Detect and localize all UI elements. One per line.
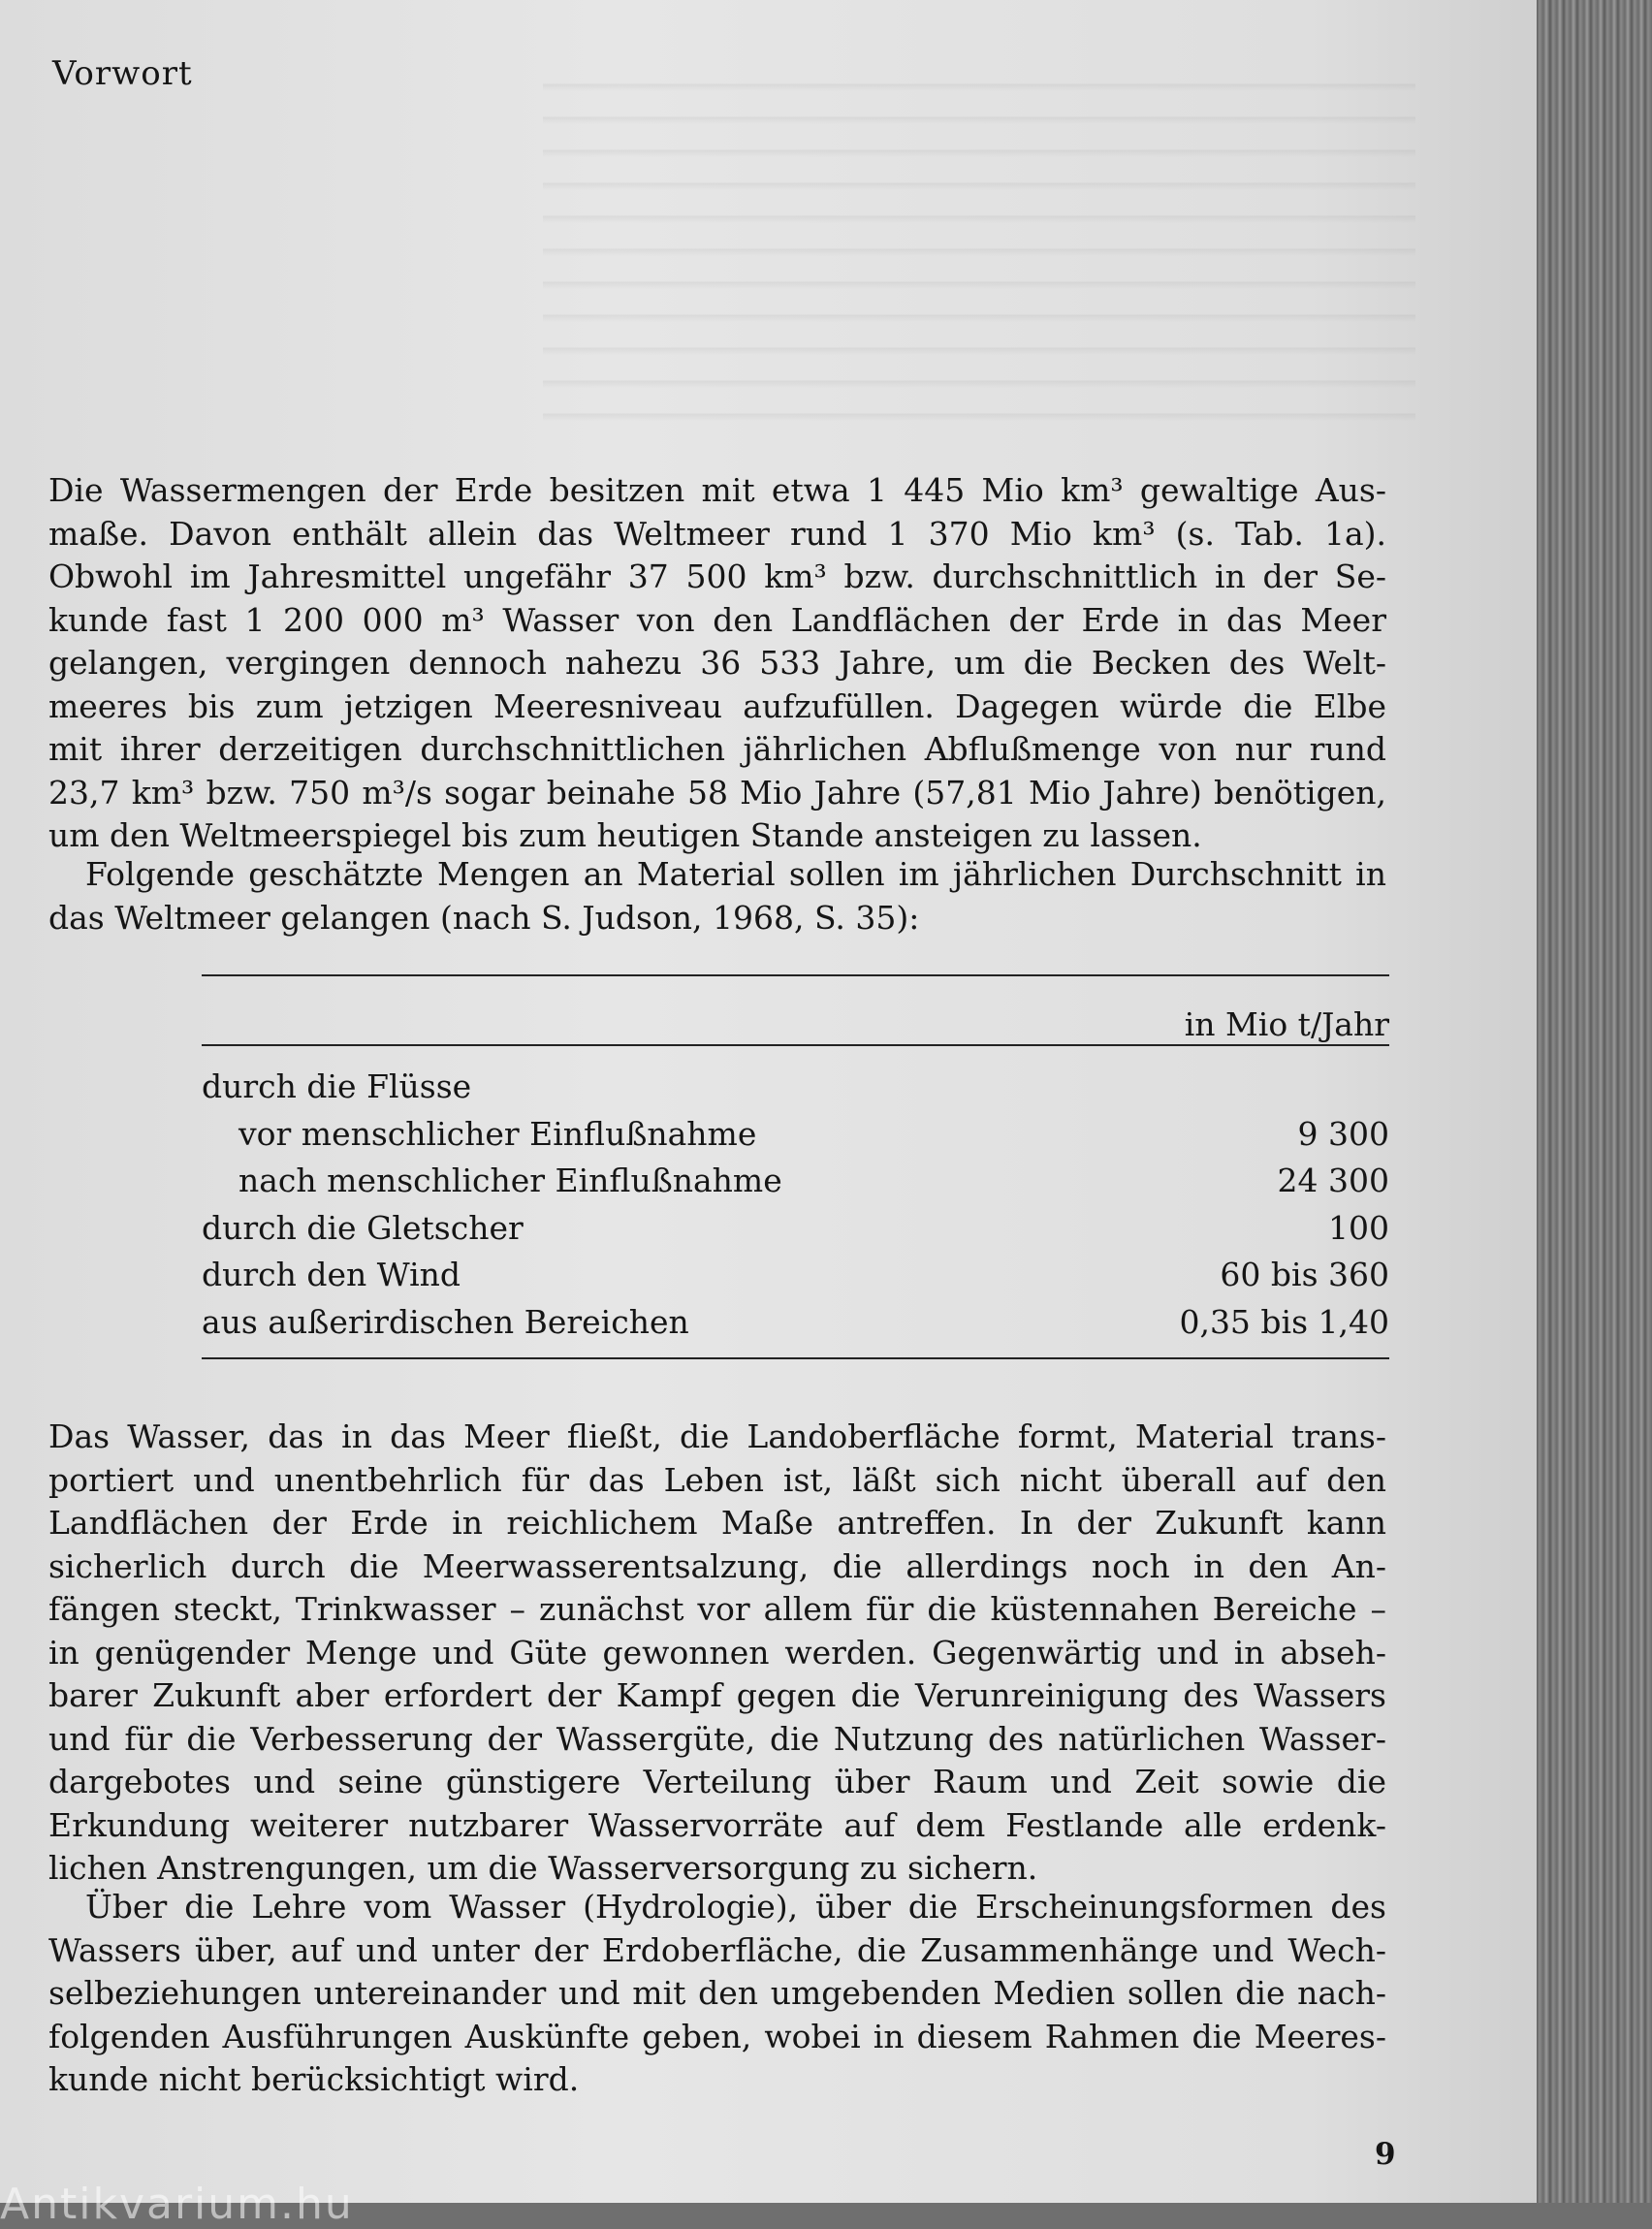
text-line: Obwohl im Jahresmittel ungefähr 37 500 km³ bzw. durchschnittlich in der Se- <box>48 557 1386 595</box>
text-line: Folgende geschätzte Mengen an Material sollen im jährlichen Durchschnitt in <box>85 855 1386 893</box>
text-line: Landflächen der Erde in reichlichem Maße antreffen. In der Zukunft kann <box>48 1504 1386 1542</box>
paragraph-2 <box>48 853 1386 939</box>
paragraph-4 <box>48 1886 1386 2102</box>
row-value: 0,35 bis 1,40 <box>1179 1302 1389 1341</box>
row-value: 60 bis 360 <box>1220 1256 1389 1293</box>
text-line: um den Weltmeerspiegel bis zum heutigen Stande ansteigen zu lassen. <box>48 816 1202 854</box>
page-heading: Vorwort <box>52 54 193 93</box>
table-row <box>202 1064 1389 1111</box>
text-line: gelangen, vergingen dennoch nahezu 36 533 Jahre, um die Becken des Welt- <box>48 644 1386 682</box>
text-line: lichen Anstrengungen, um die Wasserversorgung zu sichern. <box>48 1849 1038 1887</box>
text-line: und für die Verbesserung der Wassergüte, die Nutzung des natürlichen Wasser- <box>48 1719 1386 1758</box>
paragraph-3 <box>48 1416 1386 1891</box>
text-line: folgenden Ausführungen Auskünfte geben, wobei in diesem Rahmen die Meeres- <box>48 2017 1386 2055</box>
table-row <box>202 1158 1389 1205</box>
row-value: 9 300 <box>1297 1114 1389 1153</box>
table-row <box>202 1299 1389 1347</box>
text-line: das Weltmeer gelangen (nach S. Judson, 1968, S. 35): <box>48 898 920 937</box>
row-label: vor menschlicher Einflußnahme <box>238 1114 757 1153</box>
text-line: 23,7 km³ bzw. 750 m³/s sogar beinahe 58 Mio Jahre (57,81 Mio Jahre) benötigen, <box>48 773 1386 812</box>
table-bottom-rule <box>202 1357 1389 1359</box>
text-line: portiert und unentbehrlich für das Leben ist, läßt sich nicht überall auf den <box>48 1460 1386 1499</box>
table-body <box>202 1046 1389 1346</box>
text-line: kunde fast 1 200 000 m³ Wasser von den Landflächen der Erde in das Meer <box>48 600 1386 639</box>
text-line: meeres bis zum jetzigen Meeresniveau aufzufüllen. Dagegen würde die Elbe <box>48 686 1386 725</box>
text-line: maße. Davon enthält allein das Weltmeer rund 1 370 Mio km³ (s. Tab. 1a). <box>48 514 1386 553</box>
text-line: Über die Lehre vom Wasser (Hydrologie), über die Erscheinungsformen des <box>85 1888 1386 1926</box>
watermark: Antikvarium.hu <box>0 2180 354 2229</box>
row-label: aus außerirdischen Bereichen <box>202 1302 689 1341</box>
row-label: durch die Flüsse <box>202 1067 472 1105</box>
table-row <box>202 1111 1389 1159</box>
table-row <box>202 1252 1389 1299</box>
book-binding-edge <box>1537 0 1652 2203</box>
row-label: nach menschlicher Einflußnahme <box>238 1162 782 1199</box>
row-value: 24 300 <box>1277 1162 1389 1199</box>
text-line: selbeziehungen untereinander und mit den umgebenden Medien sollen die nach- <box>48 1974 1386 2012</box>
text-line: Das Wasser, das in das Meer fließt, die Landoberfläche formt, Material trans- <box>48 1417 1386 1455</box>
table-row <box>202 1205 1389 1253</box>
text-line: barer Zukunft aber erfordert der Kampf gegen die Verunreinigung des Wassers <box>48 1676 1386 1714</box>
text-line: Die Wassermengen der Erde besitzen mit etwa 1 445 Mio km³ gewaltige Aus- <box>48 471 1386 509</box>
row-label: durch die Gletscher <box>202 1208 524 1247</box>
text-line: kunde nicht berücksichtigt wird. <box>48 2060 580 2098</box>
table-header <box>202 976 1389 1044</box>
text-line: mit ihrer derzeitigen durchschnittlichen jährlichen Abflußmenge von nur rund <box>48 730 1386 768</box>
text-line: Wassers über, auf und unter der Erdoberfläche, die Zusammenhänge und Wech- <box>48 1930 1386 1969</box>
text-line: in genügender Menge und Güte gewonnen werden. Gegenwärtig und in abseh- <box>48 1633 1386 1672</box>
paragraph-1 <box>48 469 1386 858</box>
material-table <box>202 974 1389 1359</box>
row-label: durch den Wind <box>202 1256 461 1293</box>
text-line: dargebotes und seine günstigere Verteilung über Raum und Zeit sowie die <box>48 1763 1386 1800</box>
text-line: Erkundung weiterer nutzbarer Wasservorräte auf dem Festlande alle erdenk- <box>48 1805 1386 1844</box>
text-line: sicherlich durch die Meerwasserentsalzung, die allerdings noch in den An- <box>48 1546 1386 1585</box>
page-number: 9 <box>1375 2137 1396 2172</box>
row-value: 100 <box>1328 1208 1389 1247</box>
bleed-through-texture <box>543 58 1415 427</box>
table-unit-header: in Mio t/Jahr <box>1184 1005 1389 1043</box>
text-line: fängen steckt, Trinkwasser – zunächst vor allem für die küstennahen Bereiche – <box>48 1590 1386 1628</box>
